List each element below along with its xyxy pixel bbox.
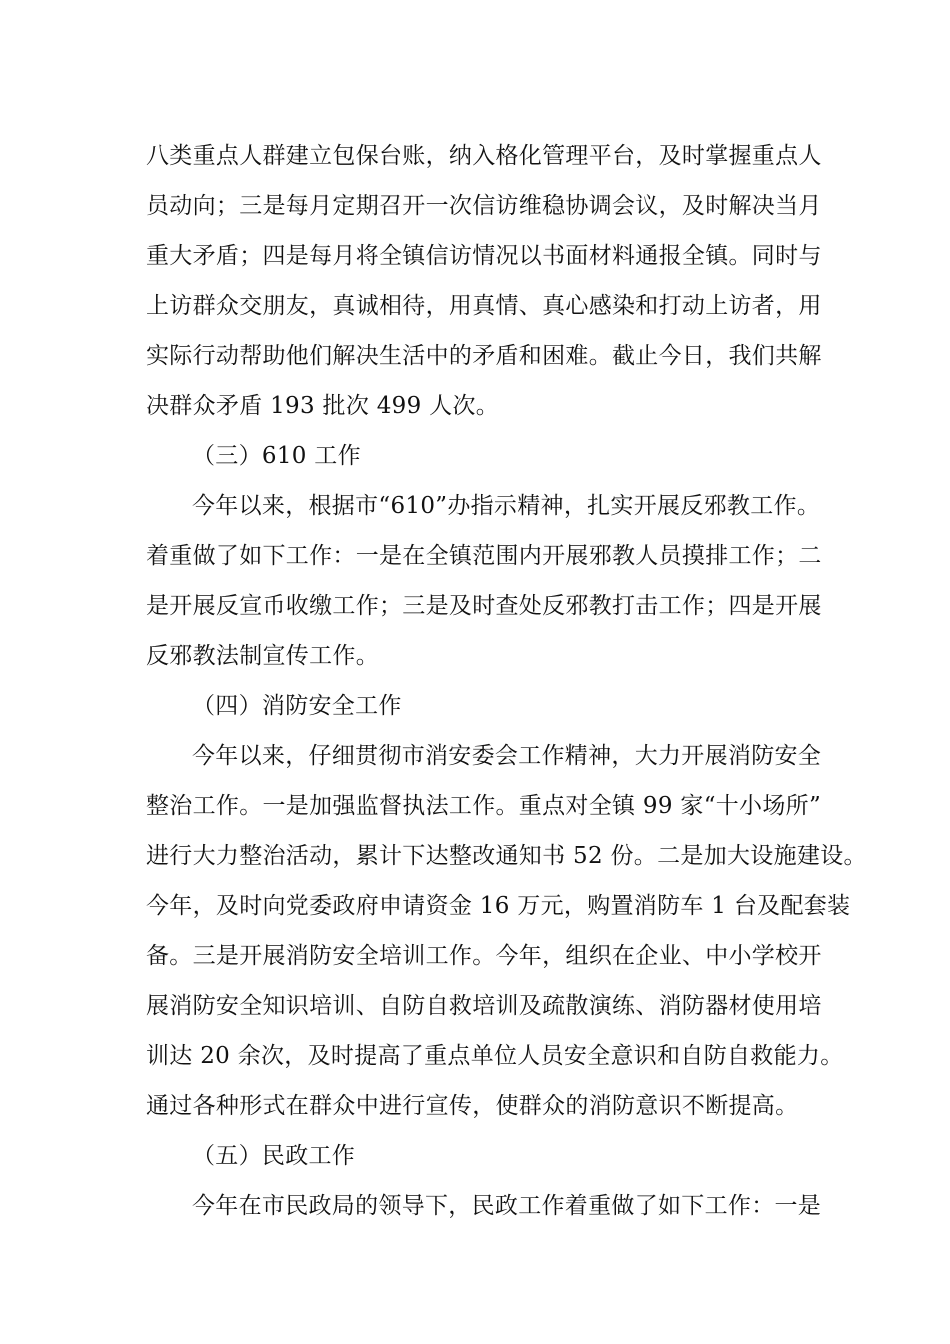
paragraph-line: 展消防安全知识培训、自防自救培训及疏散演练、消防器材使用培	[146, 993, 822, 1019]
paragraph-line: 上访群众交朋友，真诚相待，用真情、真心感染和打动上访者，用	[146, 293, 822, 319]
paragraph-start-line: （三）610 工作	[192, 443, 361, 469]
paragraph-line: 八类重点人群建立包保台账，纳入格化管理平台，及时掌握重点人	[146, 143, 822, 169]
paragraph-start-line: 今年在市民政局的领导下，民政工作着重做了如下工作：一是	[192, 1193, 822, 1219]
paragraph-line: 员动向；三是每月定期召开一次信访维稳协调会议，及时解决当月	[146, 193, 822, 219]
paragraph-line: 通过各种形式在群众中进行宣传，使群众的消防意识不断提高。	[146, 1093, 799, 1119]
paragraph-line: 训达 20 余次，及时提高了重点单位人员安全意识和自防自救能力。	[146, 1043, 844, 1069]
paragraph-line: 实际行动帮助他们解决生活中的矛盾和困难。截止今日，我们共解	[146, 343, 822, 369]
paragraph-line: 着重做了如下工作：一是在全镇范围内开展邪教人员摸排工作；二	[146, 543, 822, 569]
document-body	[146, 131, 867, 1231]
paragraph-line: 整治工作。一是加强监督执法工作。重点对全镇 99 家“十小场所”	[146, 793, 822, 819]
paragraph-line: 是开展反宣币收缴工作；三是及时查处反邪教打击工作；四是开展	[146, 593, 822, 619]
paragraph-line: 重大矛盾；四是每月将全镇信访情况以书面材料通报全镇。同时与	[146, 243, 822, 269]
paragraph-start-line: （五）民政工作	[192, 1143, 356, 1169]
paragraph-line: 决群众矛盾 193 批次 499 人次。	[146, 393, 500, 419]
paragraph-start-line: 今年以来，仔细贯彻市消安委会工作精神，大力开展消防安全	[192, 743, 822, 769]
paragraph-line: 进行大力整治活动，累计下达整改通知书 52 份。二是加大设施建设。	[146, 843, 867, 869]
paragraph-line: 备。三是开展消防安全培训工作。今年，组织在企业、中小学校开	[146, 943, 822, 969]
paragraph-start-line: （四）消防安全工作	[192, 693, 402, 719]
paragraph-line: 反邪教法制宣传工作。	[146, 643, 379, 669]
paragraph-start-line: 今年以来，根据市“610”办指示精神，扎实开展反邪教工作。	[192, 493, 821, 519]
paragraph-line: 今年，及时向党委政府申请资金 16 万元，购置消防车 1 台及配套装	[146, 893, 851, 919]
